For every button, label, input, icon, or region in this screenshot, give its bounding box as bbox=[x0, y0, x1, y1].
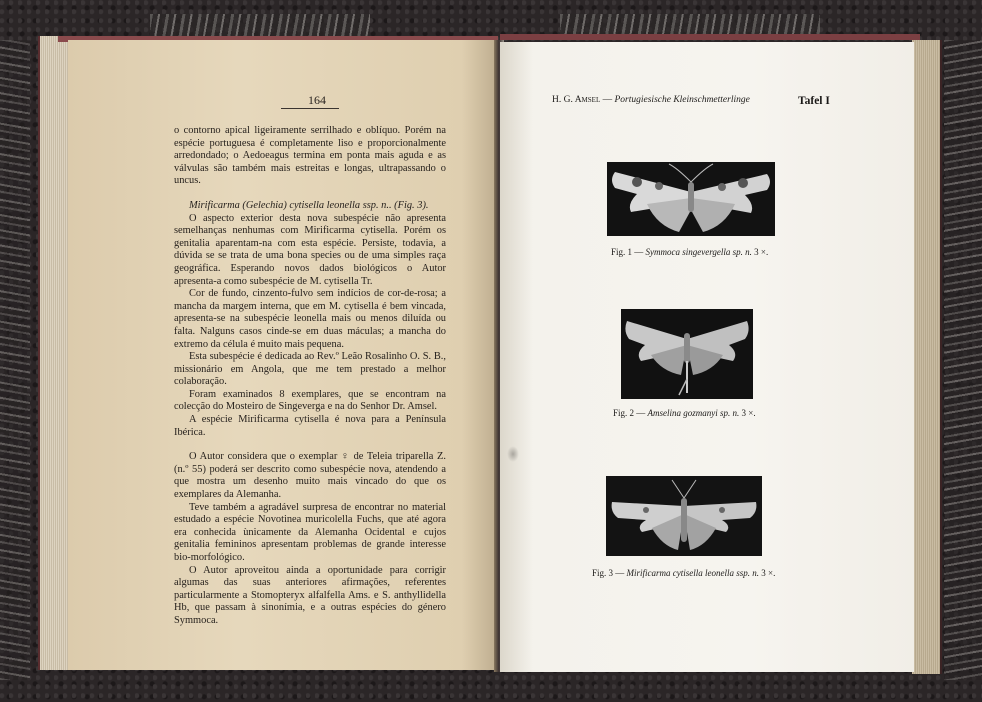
figure-2-photo bbox=[621, 309, 753, 399]
running-head-separator: — bbox=[602, 95, 613, 105]
figure-1-caption bbox=[611, 247, 768, 257]
figure-1-photo bbox=[607, 162, 775, 236]
figure-3-species: Mirificarma cytisella leonella ssp. n. bbox=[626, 568, 759, 578]
figure-1-label: Fig. 1 — bbox=[611, 247, 644, 257]
figure-2-magnification: 3 ×. bbox=[741, 408, 756, 418]
page-edges-right bbox=[912, 40, 940, 674]
species-heading: Mirificarma (Gelechia) cytisella leonella ssp. n.. (Fig. 3). bbox=[189, 199, 429, 211]
paragraph: O aspecto exterior desta nova subespécie não apresenta semelhanças nenhumas com Mirificarma cytisella. Porém os genitalia aparentam-na com esta espécie. Persiste, todavia, a dúvida se se trata de uma bona species ou de uma simples raça geográfica. Esperando novos dados biológicos o Autor apresenta-a como subespécie de M. cytisella Tr. bbox=[174, 212, 446, 287]
plate-title: Tafel I bbox=[798, 95, 830, 107]
running-head bbox=[552, 95, 772, 105]
figure-3-magnification: 3 ×. bbox=[761, 568, 776, 578]
running-head-title: Portugiesische Kleinschmetterlinge bbox=[614, 95, 750, 105]
figure-2-caption bbox=[613, 408, 756, 418]
marbled-cover-top-right bbox=[560, 14, 820, 36]
page-edges-left bbox=[40, 36, 70, 670]
figure-2-species: Amselina gozmanyi sp. n. bbox=[647, 408, 740, 418]
marbled-cover-right bbox=[944, 40, 982, 680]
left-page-body bbox=[174, 125, 446, 628]
paper-smudge bbox=[507, 446, 519, 462]
paragraph: O Autor aproveitou ainda a oportunidade para corrigir algumas das suas anteriores afirmações, referentes particularmente a Stomopteryx alfalfella Ams. e S. anthyllidella Hb, que passam à sinonímia, e a outras espécies do género Symmoca. bbox=[174, 564, 446, 626]
page-number-rule bbox=[281, 108, 339, 109]
figure-3-caption bbox=[592, 568, 775, 578]
marbled-cover-top-left bbox=[150, 14, 370, 36]
page-number: 164 bbox=[308, 93, 326, 107]
paragraph: Foram examinados 8 exemplares, que se encontram na colecção do Mosteiro de Singeverga e na do Senhor Dr. Amsel. bbox=[174, 388, 446, 413]
paragraph: O Autor considera que o exemplar ♀ de Teleia triparella Z. (n.º 55) poderá ser descrito como subespécie nova, atendendo a que mostra um desenho muito mais vincado do que os exemplares da Alemanha. bbox=[174, 451, 446, 501]
figure-1-species: Symmoca singevergella sp. n. bbox=[645, 247, 752, 257]
figure-3-photo bbox=[606, 476, 762, 556]
headband-right bbox=[500, 34, 920, 40]
paragraph: Teve também a agradável surpresa de encontrar no material estudado a espécie Novotinea muricolella Fuchs, que até agora era conhecida ùnicamente da Alemanha Ocidental e cujos genitalia femininos apresentam problemas de grande interesse bio-morfológico. bbox=[174, 501, 446, 563]
marbled-cover-left bbox=[0, 40, 30, 680]
paragraph: o contorno apical ligeiramente serrilhado e oblíquo. Porém na espécie portuguesa é completamente liso e proporcionalmente arredondado; o Aedoeagus termina em ponta mais aguda e as válvulas são também mais estreitas e longas, ultrapassando o uncus. bbox=[174, 125, 446, 187]
paragraph: Cor de fundo, cinzento-fulvo sem indícios de cor-de-rosa; a mancha da margem interna, que em M. cytisella é bem vincada, apresenta-se na subespécie leonella mais ou menos diluída ou falta. Nalguns casos cinde-se em duas máculas; a mancha do extremo da célula é muito mais pequena. bbox=[174, 288, 446, 350]
figure-1-magnification: 3 ×. bbox=[754, 247, 769, 257]
running-head-author: H. G. Amsel bbox=[552, 95, 601, 105]
figure-3-label: Fig. 3 — bbox=[592, 568, 625, 578]
figure-2-label: Fig. 2 — bbox=[613, 408, 646, 418]
paragraph: A espécie Mirificarma cytisella é nova para a Península Ibérica. bbox=[174, 414, 446, 438]
paragraph: Esta subespécie é dedicada ao Rev.º Leão Rosalinho O. S. B., missionário em Angola, que me tem prestado a melhor colaboração. bbox=[174, 351, 446, 388]
